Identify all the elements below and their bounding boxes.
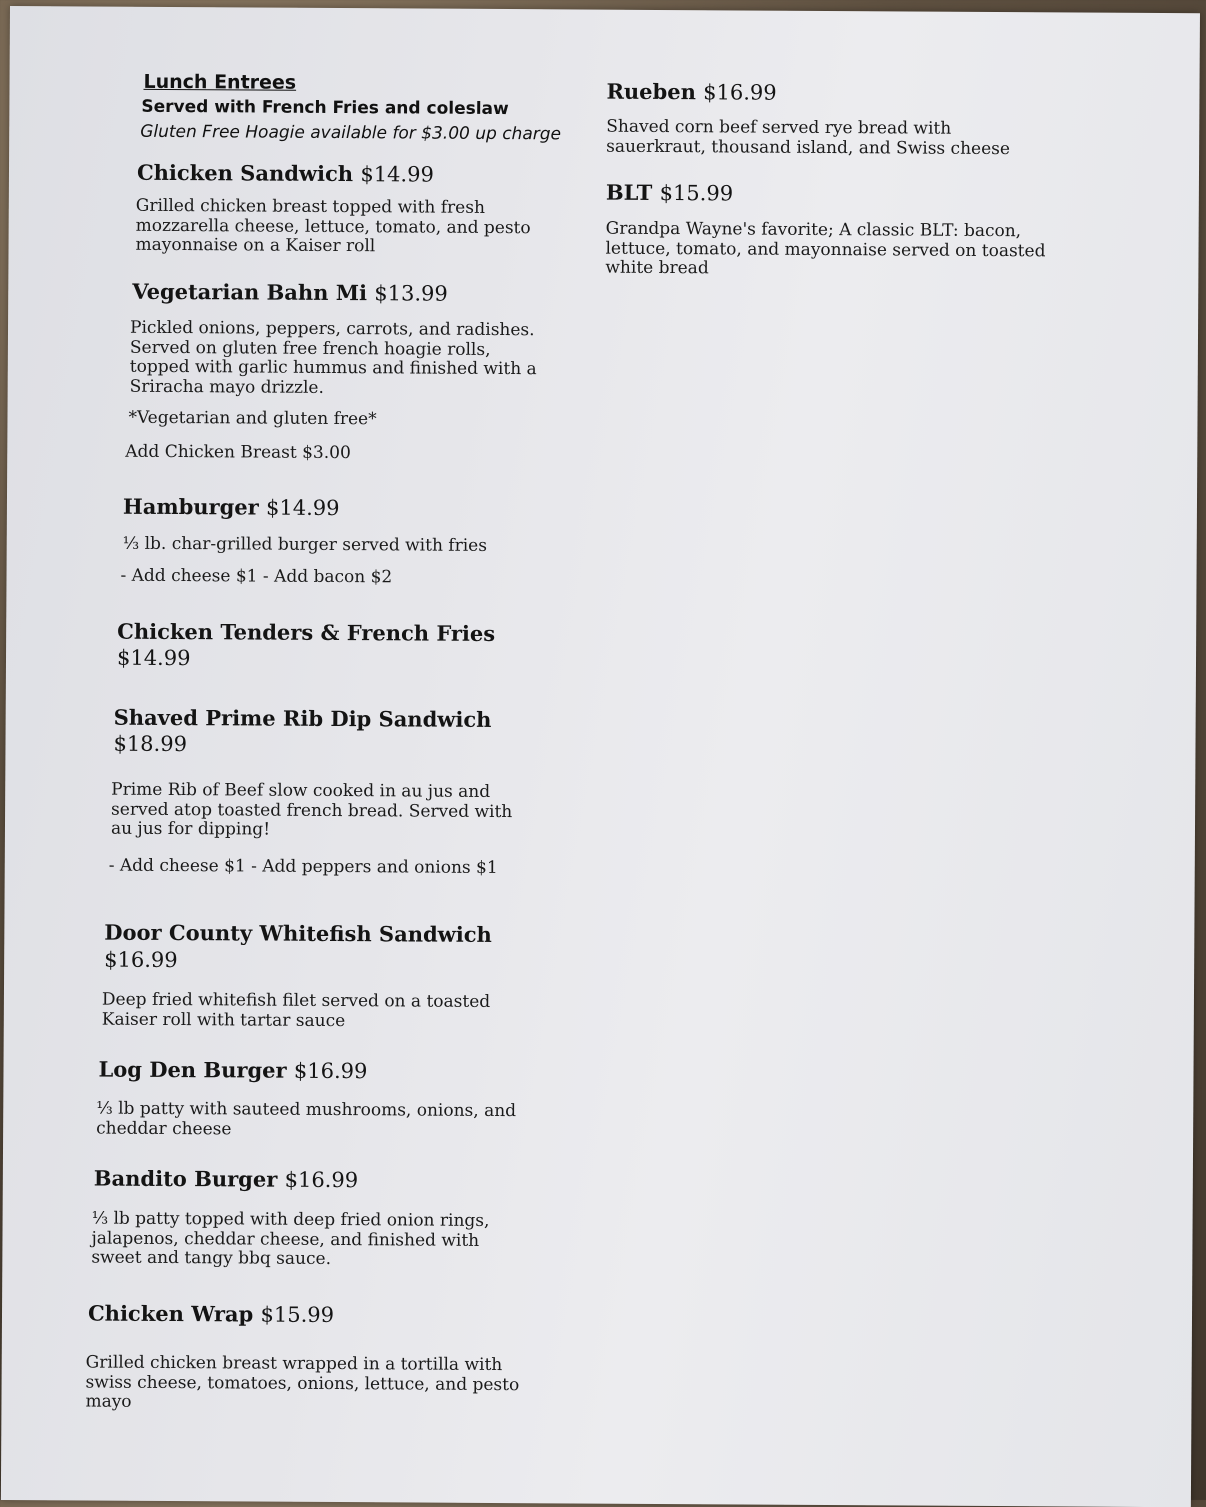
menu-item-description: Grandpa Wayne's favorite; A classic BLT: bacon, lettuce, tomato, and mayonnaise served on toasted white bread (605, 218, 1046, 279)
menu-section-title: Lunch Entrees (143, 70, 297, 94)
menu-item-price: $15.99 (659, 180, 734, 206)
menu-item-price: $14.99 (116, 645, 191, 671)
menu-item-addon: - Add cheese $1 - Add bacon $2 (120, 565, 393, 588)
menu-section-note: Gluten Free Hoagie available for $3.00 up charge (140, 121, 562, 145)
menu-item-name: Hamburger $14.99 (122, 493, 340, 521)
menu-item-name: Rueben $16.99 (606, 78, 777, 105)
menu-item-name: Shaved Prime Rib Dip Sandwich (113, 704, 492, 732)
menu-item-price: $15.99 (260, 1302, 335, 1328)
menu-item-description: Shaved corn beef served rye bread with sauerkraut, thousand island, and Swiss cheese (606, 116, 1011, 159)
menu-item-name: Door County Whitefish Sandwich (104, 919, 492, 947)
menu-item-name: Log Den Burger $16.99 (98, 1056, 368, 1084)
menu-item-name: Chicken Sandwich $14.99 (136, 159, 434, 187)
menu-item-description: Pickled onions, peppers, carrots, and radishes. Served on gluten free french hoagie rolls, topped with garlic hummus and finished with a Sriracha mayo drizzle. (129, 317, 537, 398)
menu-item-note: *Vegetarian and gluten free* (128, 407, 377, 430)
menu-item-addon: Add Chicken Breast $3.00 (125, 441, 351, 464)
menu-item-price: $13.99 (374, 281, 448, 306)
menu-item-description: ⅓ lb patty with sauteed mushrooms, onions, and cheddar cheese (96, 1098, 517, 1139)
menu-item-price: $18.99 (113, 731, 188, 757)
menu-item-price: $16.99 (703, 80, 777, 105)
menu-section-subtitle: Served with French Fries and coleslaw (141, 96, 509, 120)
menu-item-price: $14.99 (265, 495, 340, 521)
menu-item-description: Prime Rib of Beef slow cooked in au jus and served atop toasted french bread. Served with au jus for dipping! (110, 779, 513, 840)
menu-item-price: $16.99 (284, 1167, 359, 1193)
menu-item-name: Vegetarian Bahn Mi $13.99 (132, 278, 448, 306)
menu-item-addon: - Add cheese $1 - Add peppers and onions $1 (108, 855, 498, 878)
menu-item-price: $16.99 (104, 947, 178, 973)
menu-page (1, 6, 1200, 1507)
menu-item-name: Chicken Tenders & French Fries (117, 618, 496, 646)
menu-item-name: BLT $15.99 (605, 179, 734, 206)
menu-item-description: Grilled chicken breast topped with fresh mozzarella cheese, lettuce, tomato, and pesto mayonnaise on a Kaiser roll (135, 195, 531, 257)
menu-item-description: Deep fried whitefish filet served on a toasted Kaiser roll with tartar sauce (101, 989, 491, 1031)
menu-item-name: Chicken Wrap $15.99 (87, 1300, 335, 1328)
menu-item-description: Grilled chicken breast wrapped in a tortilla with swiss cheese, tomatoes, onions, lettuce, and pesto mayo (85, 1352, 520, 1412)
menu-item-description: ⅓ lb patty topped with deep fried onion rings, jalapenos, cheddar cheese, and finished with sweet and tangy bbq sauce. (91, 1208, 490, 1269)
menu-item-name: Bandito Burger $16.99 (93, 1165, 359, 1193)
menu-item-price: $16.99 (293, 1058, 368, 1084)
menu-item-price: $14.99 (360, 162, 434, 187)
menu-item-description: ⅓ lb. char-grilled burger served with fries (122, 533, 488, 556)
